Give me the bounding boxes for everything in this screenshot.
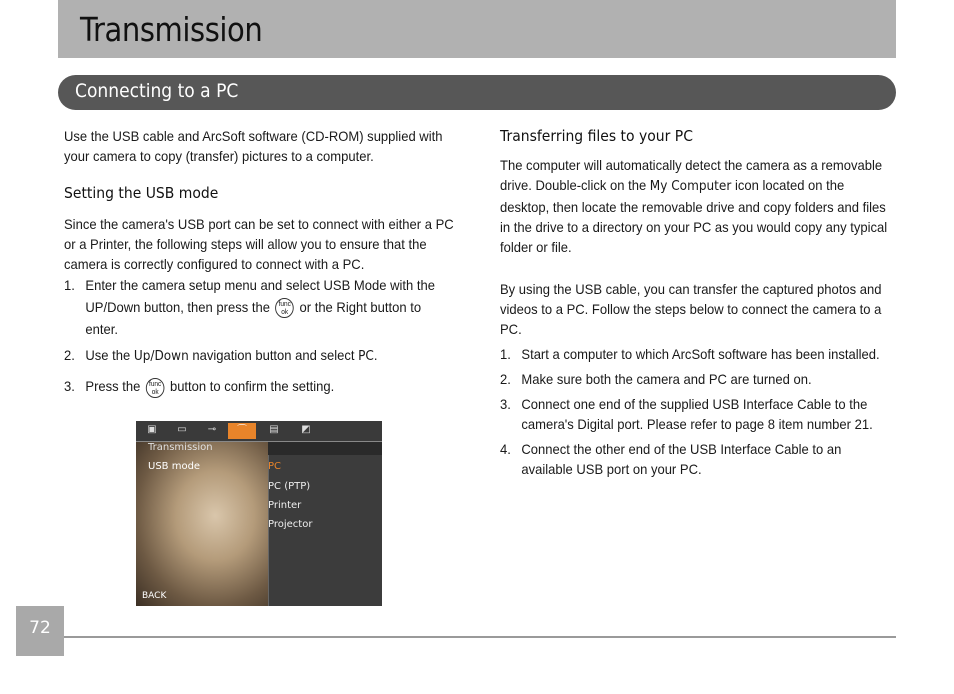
footer-rule [64, 636, 896, 638]
step-number: 1. [500, 346, 511, 362]
step-text: Connect the other end of the USB Interface Cable to an available USB port on your PC. [521, 441, 842, 477]
transmission-tab-icon: ⌒ [228, 423, 256, 439]
option-menu-panel [268, 455, 382, 606]
step-text: or the Right button to enter. [85, 299, 422, 338]
step-text: Make sure both the camera and PC are turned on. [521, 371, 812, 387]
list-item [500, 369, 895, 389]
usb-mode-heading: Setting the USB mode [64, 184, 219, 202]
list-item [64, 376, 455, 397]
transfer-paragraph-1 [500, 155, 895, 257]
transfer-paragraph-2: By using the USB cable, you can transfer the captured photos and videos to a PC. Follow the steps below to connect the camera to a PC. [500, 281, 882, 337]
list-item [64, 274, 455, 340]
paragraph-text: The computer will automatically detect the camera as a removable drive. Double-click on the [500, 157, 883, 193]
list-item [500, 344, 895, 364]
step-number: 2. [500, 371, 511, 387]
step-text: Use the [85, 347, 131, 364]
paragraph-text: icon located on the desktop, then locate the removable drive and copy folders and files in the drive to a directory on your PC as you would copy any typical folder or file. [500, 177, 888, 255]
func-ok-button-icon: func ok [275, 298, 294, 318]
keyword-up-down: Up/Down [133, 349, 189, 365]
step-text: Start a computer to which ArcSoft software has been installed. [521, 346, 880, 362]
section-title: Connecting to a PC [75, 80, 239, 102]
step-text: button to confirm the setting. [169, 378, 335, 395]
screen-header: Transmission [148, 442, 213, 453]
step-number: 4. [500, 441, 511, 457]
usb-mode-label: USB mode [148, 461, 201, 472]
step-number: 1. [64, 277, 75, 293]
step-number: 2. [64, 347, 75, 364]
step-text: navigation button and select [192, 347, 355, 364]
keyword-my-computer: My Computer [649, 179, 732, 194]
left-column [64, 126, 454, 398]
setup-tab-icon: ⊸ [207, 424, 217, 435]
left-content [64, 126, 455, 398]
step-text: Connect one end of the supplied USB Interface Cable to the camera's Digital port. Please refer to page 8 item number 21. [521, 396, 873, 432]
step-number: 3. [500, 396, 511, 412]
usb-mode-paragraph: Since the camera's USB port can be set to connect with either a PC or a Printer, the following steps will allow you to ensure that the camera is correctly configured to connect with a PC. [64, 216, 454, 272]
option-pc-ptp: PC (PTP) [268, 481, 311, 492]
page-title: Transmission [80, 10, 263, 49]
list-item [500, 439, 895, 479]
right-content [500, 126, 895, 479]
usb-steps-list [64, 274, 455, 398]
transfer-heading: Transferring files to your PC [500, 127, 693, 145]
option-projector: Projector [268, 519, 313, 530]
movie-tab-icon: ▭ [177, 424, 187, 435]
option-pc: PC [268, 461, 282, 472]
list-item [64, 345, 455, 367]
transfer-steps-list [500, 344, 895, 479]
edit-tab-icon: ◩ [301, 424, 311, 435]
playback-tab-icon: ▤ [269, 424, 279, 435]
camera-tab-icon: ▣ [147, 424, 157, 435]
section-bar [58, 75, 896, 110]
back-hint: BACK [142, 591, 167, 601]
title-bar [58, 0, 896, 58]
step-text: Press the [85, 378, 141, 395]
keyword-pc: PC [358, 349, 374, 365]
option-printer: Printer [268, 500, 302, 511]
list-item [500, 394, 895, 434]
step-number: 3. [64, 378, 75, 395]
intro-paragraph: Use the USB cable and ArcSoft software (CD-ROM) supplied with your camera to copy (transfer) pictures to a computer. [64, 128, 443, 164]
right-column [500, 126, 900, 479]
step-text: . [373, 347, 378, 364]
menu-tab-bar [136, 421, 382, 442]
camera-menu-screenshot [136, 421, 382, 606]
step-text: Enter the camera setup menu and select USB Mode with the UP/Down button, then press the [85, 277, 435, 315]
func-ok-button-icon: func ok [146, 378, 165, 398]
page-number: 72 [29, 618, 51, 638]
page-number-box [16, 606, 64, 656]
